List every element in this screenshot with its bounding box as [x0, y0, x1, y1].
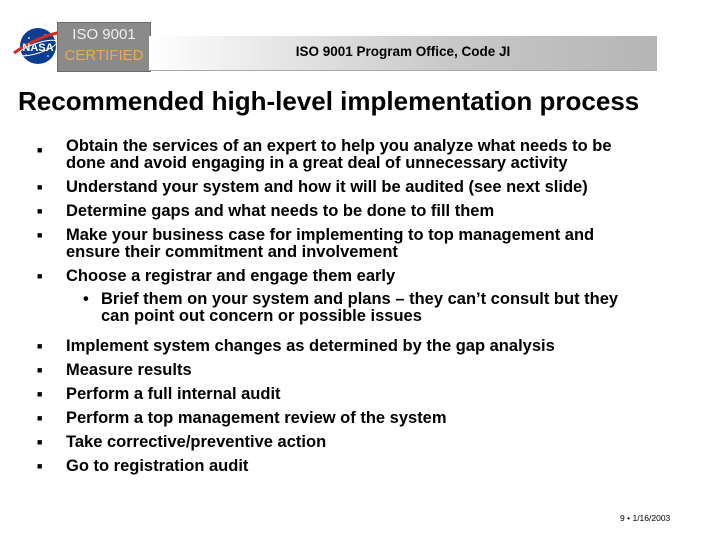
bullet-2: Understand your system and how it will be audited (see next slide) — [66, 178, 588, 196]
sub-bullet-line-2: can point out concern or possible issues — [101, 307, 422, 325]
bullet-11: Go to registration audit — [66, 457, 249, 475]
bullet-dot: ■ — [37, 413, 43, 423]
bullet-dot: ■ — [37, 271, 43, 281]
bullet-7: Measure results — [66, 361, 192, 379]
bullet-8: Perform a full internal audit — [66, 385, 281, 403]
footer-separator: • — [627, 513, 631, 523]
bullet-3: Determine gaps and what needs to be done to fill them — [66, 202, 495, 220]
bullet-5: Choose a registrar and engage them early — [66, 267, 396, 285]
bullet-dot: ■ — [37, 437, 43, 447]
iso-badge-line1: ISO 9001 — [72, 26, 136, 43]
sub-bullet-line-1: Brief them on your system and plans – they can’t consult but they — [101, 290, 619, 308]
bullet-dot: ■ — [37, 341, 43, 351]
banner-text: ISO 9001 Program Office, Code JI — [295, 44, 511, 59]
bullet-dot: ■ — [37, 182, 43, 192]
bullet-4-line-2: ensure their commitment and involvement — [66, 243, 398, 261]
bullet-4-line-1: Make your business case for implementing to top management and — [66, 226, 595, 244]
bullet-dot: ■ — [37, 365, 43, 375]
iso-badge-line2: CERTIFIED — [64, 47, 144, 64]
bullet-dot: ■ — [37, 389, 43, 399]
logo-text: NASA — [22, 42, 54, 54]
bullet-dot: ■ — [37, 145, 43, 155]
bullet-1-line-2: done and avoid engaging in a great deal of unnecessary activity — [66, 154, 568, 172]
iso-badge — [57, 22, 151, 72]
slide-title: Recommended high-level implementation process — [18, 86, 640, 116]
slide-footer — [620, 513, 670, 523]
bullet-1-line-1: Obtain the services of an expert to help you analyze what needs to be — [66, 137, 612, 155]
bullet-9: Perform a top management review of the system — [66, 409, 447, 427]
bullet-dot: ■ — [37, 461, 43, 471]
bullet-dot: ■ — [37, 230, 43, 240]
bullet-dot: ■ — [37, 206, 43, 216]
footer-date: 1/16/2003 — [632, 513, 671, 523]
bullet-6: Implement system changes as determined by the gap analysis — [66, 337, 555, 355]
sub-bullet-dot: • — [83, 290, 89, 308]
bullet-10: Take corrective/preventive action — [66, 433, 327, 451]
slide-header — [0, 0, 720, 80]
page-number: 9 — [620, 513, 625, 523]
header-banner — [149, 36, 657, 71]
